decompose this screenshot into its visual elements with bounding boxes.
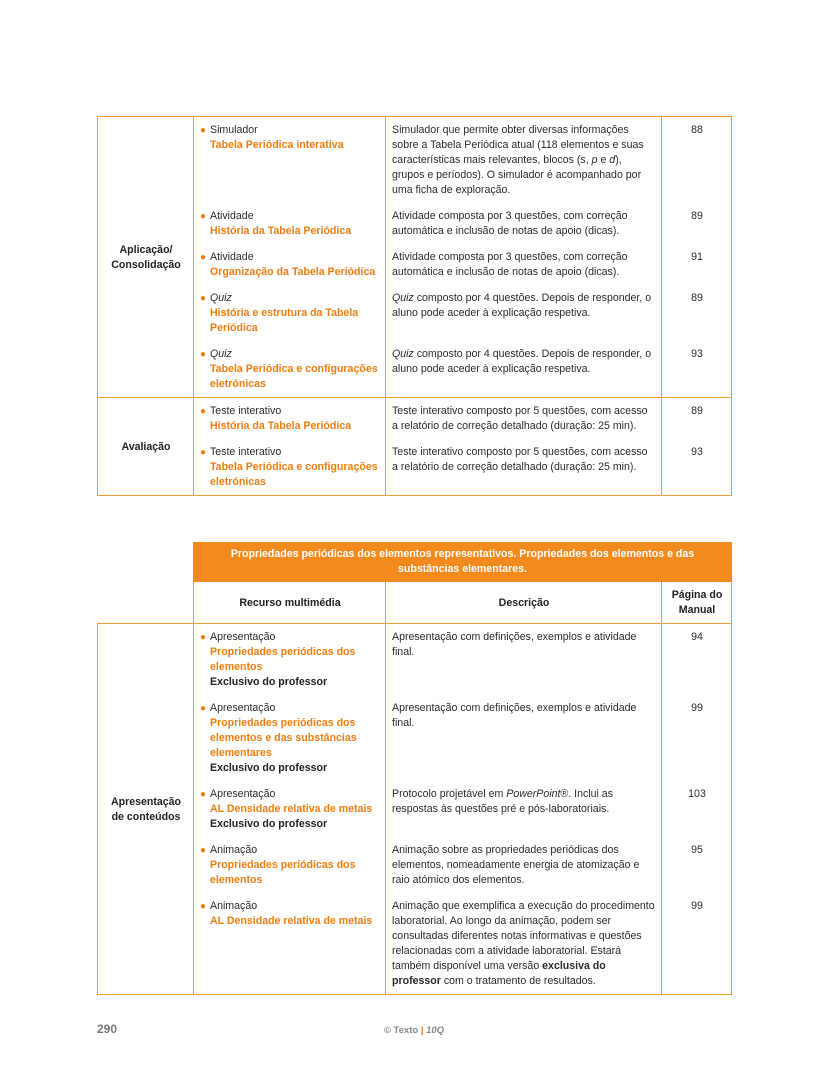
description-cell: Apresentação com definições, exemplos e atividade final. (386, 695, 662, 781)
resource-cell (194, 398, 386, 440)
page-number-cell: 88 (662, 117, 732, 204)
page-number-cell: 94 (662, 624, 732, 696)
resources-table-2 (97, 542, 732, 995)
resource-cell (194, 695, 386, 781)
bullet-icon: ● (200, 349, 207, 360)
resource-cell (194, 203, 386, 244)
exclusive-label: Exclusivo do professor (210, 762, 328, 774)
footer-separator: | (420, 1025, 424, 1036)
resource-cell (194, 781, 386, 837)
exclusive-label: Exclusivo do professor (210, 818, 328, 830)
bullet-icon: ● (200, 293, 207, 304)
table-row (98, 893, 732, 995)
description-cell: Simulador que permite obter diversas informações sobre a Tabela Periódica atual (118 elementos e suas características mais relevantes, blocos (s, p e d), grupos e períodos). O simulador é acompanhado por uma ficha de exploração. (386, 117, 662, 204)
resource-type: Apresentação (210, 788, 276, 800)
category-label-aplicacao: Aplicação/ Consolidação (111, 243, 181, 271)
resource-title[interactable]: Tabela Periódica e configurações eletrónicas (210, 461, 378, 488)
resource-type: Simulador (210, 124, 258, 136)
bullet-icon: ● (200, 901, 207, 912)
book-code: 10Q (426, 1025, 445, 1036)
resource-title[interactable]: Tabela Periódica interativa (210, 139, 344, 151)
resource-type: Apresentação (210, 631, 276, 643)
page-number-cell: 89 (662, 203, 732, 244)
copyright-text: © Texto (383, 1025, 419, 1036)
description-cell: Quiz composto por 4 questões. Depois de responder, o aluno pode aceder à explicação respetiva. (386, 285, 662, 341)
bullet-icon: ● (200, 632, 207, 643)
page-number-cell: 93 (662, 341, 732, 398)
category-cell (98, 624, 194, 995)
table-row (98, 439, 732, 496)
column-header-page: Página do Manual (662, 582, 732, 624)
resource-title[interactable]: História e estrutura da Tabela Periódica (210, 307, 359, 334)
resource-cell (194, 624, 386, 696)
description-cell: Atividade composta por 3 questões, com correção automática e inclusão de notas de apoio (dicas). (386, 244, 662, 285)
resources-table-1 (97, 116, 732, 496)
resource-cell (194, 439, 386, 496)
copyright-notice (97, 1023, 731, 1038)
bullet-icon: ● (200, 406, 207, 417)
table-row (98, 837, 732, 893)
table-row (98, 624, 732, 696)
resource-title[interactable]: Organização da Tabela Periódica (210, 266, 376, 278)
description-cell: Quiz composto por 4 questões. Depois de responder, o aluno pode aceder à explicação respetiva. (386, 341, 662, 398)
table-row (98, 285, 732, 341)
resource-title[interactable]: Propriedades periódicas dos elementos (210, 646, 356, 673)
resource-cell (194, 117, 386, 204)
table-row (98, 203, 732, 244)
bullet-icon: ● (200, 703, 207, 714)
resource-type: Apresentação (210, 702, 276, 714)
section-header: Propriedades periódicas dos elementos representativos. Propriedades dos elementos e das substâncias elementares. (194, 543, 732, 582)
resource-cell (194, 837, 386, 893)
resource-cell (194, 285, 386, 341)
resource-cell (194, 341, 386, 398)
description-cell: Apresentação com definições, exemplos e atividade final. (386, 624, 662, 696)
resource-type: Atividade (210, 251, 254, 263)
resource-title[interactable]: Tabela Periódica e configurações eletrónicas (210, 363, 378, 390)
page-number: 290 (97, 1022, 118, 1036)
resource-cell (194, 893, 386, 995)
bullet-icon: ● (200, 125, 207, 136)
resource-title[interactable]: AL Densidade relativa de metais (210, 915, 373, 927)
table-row (98, 398, 732, 440)
resource-title[interactable]: Propriedades periódicas dos elementos e das substâncias elementares (210, 717, 357, 759)
column-header-description: Descrição (386, 582, 662, 624)
description-cell: Protocolo projetável em PowerPoint®. Inclui as respostas às questões pré e pós-laboratoriais. (386, 781, 662, 837)
page-number-cell: 89 (662, 398, 732, 440)
resource-type: Animação (210, 844, 258, 856)
resource-title[interactable]: História da Tabela Periódica (210, 225, 352, 237)
description-cell: Animação que exemplifica a execução do procedimento laboratorial. Ao longo da animação, podem ser consultadas diferentes notas informativas e questões relacionadas com a atividade laboratorial. Estará também disponível uma versão exclusiva do professor com o tratamento de resultados. (386, 893, 662, 995)
table-row (98, 341, 732, 398)
page-number-cell: 103 (662, 781, 732, 837)
page-footer (97, 1022, 731, 1038)
category-label-avaliacao: Avaliação (121, 440, 171, 453)
description-cell: Atividade composta por 3 questões, com correção automática e inclusão de notas de apoio (dicas). (386, 203, 662, 244)
bullet-icon: ● (200, 789, 207, 800)
resource-type: Quiz (210, 348, 232, 360)
table-row (98, 244, 732, 285)
exclusive-label: Exclusivo do professor (210, 676, 328, 688)
resource-title[interactable]: História da Tabela Periódica (210, 420, 352, 432)
table-row (98, 117, 732, 204)
resource-type: Teste interativo (210, 446, 282, 458)
bullet-icon: ● (200, 211, 207, 222)
page-number-cell: 99 (662, 695, 732, 781)
column-header-resource: Recurso multimédia (194, 582, 386, 624)
resource-title[interactable]: AL Densidade relativa de metais (210, 803, 373, 815)
resource-type: Quiz (210, 292, 232, 304)
bullet-icon: ● (200, 252, 207, 263)
bullet-icon: ● (200, 447, 207, 458)
resource-title[interactable]: Propriedades periódicas dos elementos (210, 859, 356, 886)
page-number-cell: 89 (662, 285, 732, 341)
description-cell: Animação sobre as propriedades periódicas dos elementos, nomeadamente energia de atomização e raio atómico dos elementos. (386, 837, 662, 893)
table-row (98, 781, 732, 837)
resource-type: Teste interativo (210, 405, 282, 417)
description-cell: Teste interativo composto por 5 questões, com acesso a relatório de correção detalhado (duração: 25 min). (386, 439, 662, 496)
category-cell (98, 117, 194, 398)
page-number-cell: 91 (662, 244, 732, 285)
category-label-apresentacao: Apresentação de conteúdos (110, 795, 182, 823)
table-row (98, 695, 732, 781)
page-number-cell: 93 (662, 439, 732, 496)
resource-type: Animação (210, 900, 258, 912)
table-header-row (98, 543, 732, 582)
category-cell (98, 398, 194, 496)
column-header-row (98, 582, 732, 624)
resource-type: Atividade (210, 210, 254, 222)
page-number-cell: 99 (662, 893, 732, 995)
resource-cell (194, 244, 386, 285)
page-number-cell: 95 (662, 837, 732, 893)
bullet-icon: ● (200, 845, 207, 856)
description-cell: Teste interativo composto por 5 questões, com acesso a relatório de correção detalhado (duração: 25 min). (386, 398, 662, 440)
